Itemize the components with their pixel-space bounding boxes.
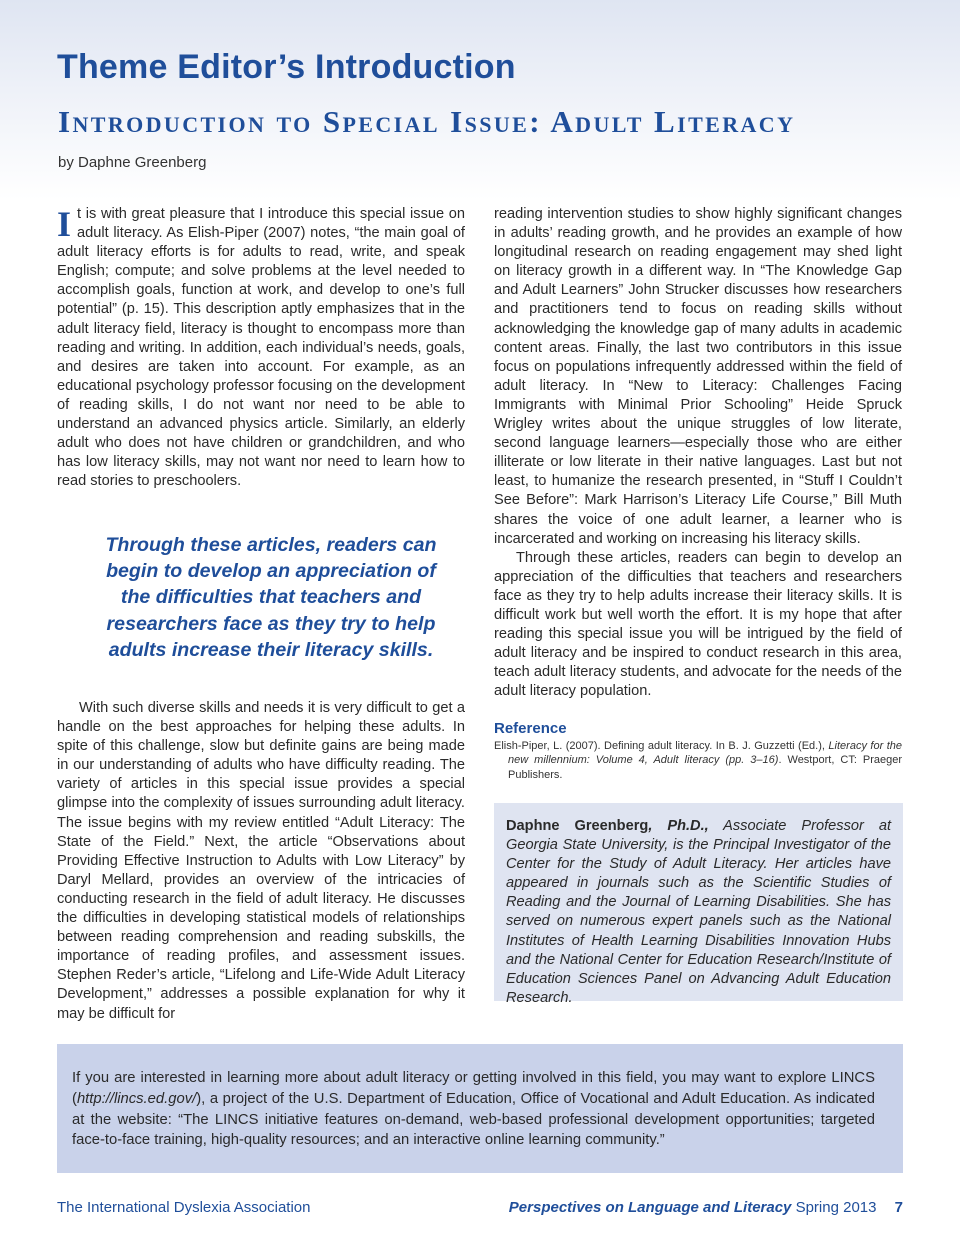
lincs-callout-box xyxy=(57,1044,903,1173)
footer-publication: Perspectives on Language and Literacy xyxy=(508,1199,792,1216)
callout-text-end: ), a project of the U.S. Department of Education, Office of Vocational and Adult Education. As indicated at the website: “The LINCS initiative features on-demand, web-based professional development opportunities; targeted face-to-face training, high-quality resources; and an interactive online learning community.” xyxy=(72,1090,875,1149)
author-bio-box xyxy=(494,803,903,1006)
reference-entry xyxy=(494,739,902,782)
article-paragraph-2-continued: reading intervention studies to show highly significant changes in adults’ reading growth, and he provides an example of how longitudinal research on reading engagement may shed light on literacy growth in a different way. In “The Knowledge Gap and Adult Learners” John Strucker discusses how researchers and practitioners tend to focus on reading skills without acknowledging the knowledge gap of many adults in academic content areas. Finally, the last two contributors in this issue focus on populations infrequently addressed within the field of adult literacy. In “New to Literacy: Challenges Facing Immigrants with Minimal Prior Schooling” Heide Spruck Wrigley writes about the unique struggles of low literate, second language learners—especially those who are either illiterate or low literate in their native languages. Last but not least, to humanize the research presented, in “Stuff I Couldn’t See Before”: Mark Harrison’s Literacy Life Course,” Bill Muth shares the voice of one adult learner, a learner who is incarcerated and working on increasing his literacy skills. xyxy=(494,206,902,547)
article-column-left-bottom xyxy=(57,699,465,1024)
reference-entry-title: Literacy for the new millennium: Volume 4, Adult literacy (pp. 3–16) xyxy=(508,740,902,767)
article-paragraph-2: With such diverse skills and needs it is very difficult to get a handle on the best approaches for helping these adults. In spite of this challenge, slow but definite gains are being made in our understanding of adults who have difficulty reading. The variety of articles in this special issue provides a special glimpse into the complexity of issues surrounding adult literacy. The issue begins with my review entitled “Adult Literacy: The State of the Field.” Next, the article “Observations about Providing Effective Instruction to Adults with Low Literacy” by Daryl Mellard, provides an overview of the intricacies of conducting research in the field of adult literacy. He discusses the difficulties in developing statistical models of relationships between reading comprehension and reading subskills, the importance of reading profiles, and assessment issues. Stephen Reder’s article, “Lifelong and Life-Wide Adult Literacy Development,” addresses a possible explanation for why it may be difficult for xyxy=(57,700,465,1022)
page-subtitle: Introduction to Special Issue: Adult Literacy xyxy=(58,104,796,139)
article-paragraph-3: Through these articles, readers can begin to develop an appreciation of the difficulties that teachers and researchers face as they try to help adults increase their literacy skills. It is difficult work but well worth the effort. It is my hope that after reading this special issue you will be intrigued by the field of adult literacy and be inspired to conduct research in this area, teach adult literacy students, and advocate for the needs of the adult literacy population. xyxy=(494,549,902,700)
callout-text-start: If you are interested in learning more about adult literacy or getting involved in this field, you may want to explore LINCS ( xyxy=(72,1070,875,1107)
page-number: 7 xyxy=(894,1199,903,1216)
author-bio xyxy=(506,817,891,1008)
footer-issue: Spring 2013 xyxy=(795,1199,877,1216)
reference-entry-end: . Westport, CT: Praeger Publishers. xyxy=(508,754,903,781)
lincs-link[interactable]: http://lincs.ed.gov/ xyxy=(76,1090,197,1107)
author-bio-text: Associate Professor at Georgia State University, is the Principal Investigator of the Center for the Study of Adult Literacy. Her articles have appeared in journals such as the Scientific Studies of Reading and the Journal of Learning Disabilities. She has served on numerous expert panels such as the National Institutes of Health Learning Disabilities Innovation Hubs and the National Center for Education Research/Institute of Education Sciences Panel on Advancing Adult Education Research. xyxy=(506,818,892,1006)
reference-heading: Reference xyxy=(494,720,567,737)
page-title: Theme Editor’s Introduction xyxy=(57,48,516,86)
article-paragraph-1 xyxy=(57,205,465,491)
pull-quote: Through these articles, readers can begin to develop an appreciation of the difficulties that teachers and researchers face as they try to help adults increase their literacy skills. xyxy=(105,534,437,661)
paragraph-1-text: t is with great pleasure that I introduce this special issue on adult literacy. As Elish-Piper (2007) notes, “the main goal of adult literacy efforts is for adults to read, write, and speak English; compute; and solve problems at the level needed to accomplish goals, function at work, and develop to one’s full potential” (p. 15). This description aptly emphasizes that in the adult literacy field, literacy is thought to encompass more than reading and writing. In addition, each individual’s needs, goals, and desires are taken into account. For example, as an educational psychology professor focusing on the development of reading skills, I do not want nor need to be able to understand an advanced physics article. Similarly, an elderly adult who does not have children or grandchildren, and who has low literacy skills, may not want nor need to learn how to read stories to preschoolers. xyxy=(57,206,465,490)
author-degree: , Ph.D., xyxy=(648,818,709,834)
author-name: Daphne Greenberg xyxy=(506,818,649,834)
reference-entry-start: Elish-Piper, L. (2007). Defining adult literacy. In B. J. Guzzetti (Ed.), xyxy=(494,740,829,752)
footer-publication-info xyxy=(509,1199,903,1216)
article-column-right xyxy=(494,205,902,701)
byline: by Daphne Greenberg xyxy=(58,154,207,171)
footer-organization: The International Dyslexia Association xyxy=(57,1199,311,1216)
article-column-left-top xyxy=(57,205,465,491)
drop-cap: I xyxy=(57,204,72,244)
lincs-callout-text xyxy=(72,1068,875,1151)
